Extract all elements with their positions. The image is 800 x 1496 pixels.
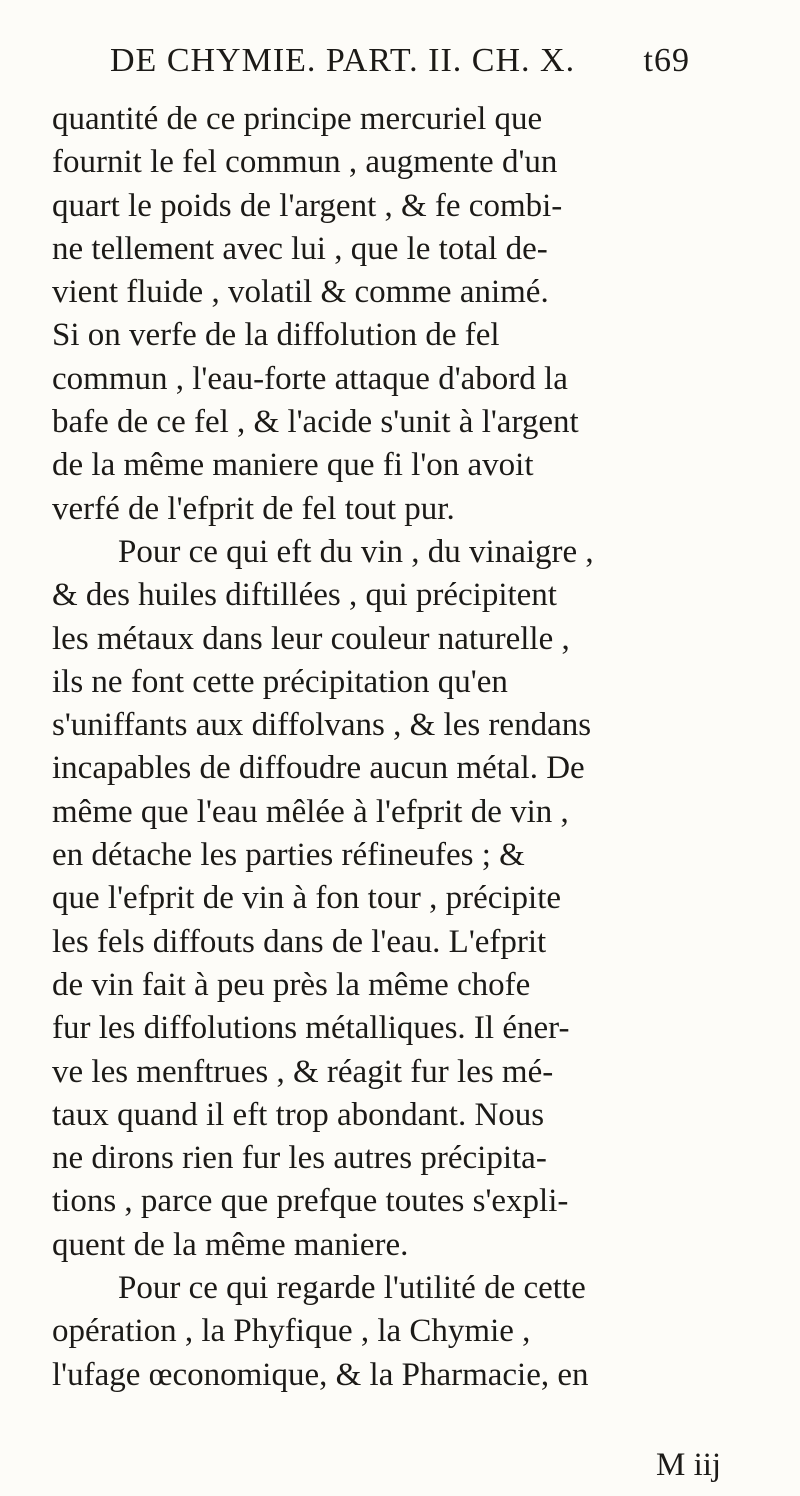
- text-line: quent de la même maniere.: [52, 1226, 409, 1263]
- text-line: tions , parce que prefque toutes s'expli-: [52, 1183, 569, 1220]
- body-text: [52, 98, 782, 1397]
- text-line: ve les menftrues , & réagit fur les mé-: [52, 1053, 554, 1090]
- text-line: de vin fait à peu près la même chofe: [52, 966, 531, 1003]
- text-line: de la même maniere que fi l'on avoit: [52, 447, 534, 484]
- text-line: ils ne font cette précipitation qu'en: [52, 663, 508, 700]
- text-line: les fels diffouts dans de l'eau. L'efprit: [52, 923, 547, 960]
- text-line: & des huiles diftillées , qui précipitent: [52, 577, 557, 614]
- text-line: fournit le fel commun , augmente d'un: [52, 144, 558, 181]
- signature-mark: M iij: [656, 1447, 722, 1483]
- text-line: même que l'eau mêlée à l'efprit de vin ,: [52, 793, 569, 830]
- text-line: vient fluide , volatil & comme animé.: [52, 274, 549, 311]
- text-line: quart le poids de l'argent , & fe combi-: [52, 187, 563, 224]
- text-line: ne tellement avec lui , que le total de-: [52, 230, 548, 267]
- text-line: que l'efprit de vin à fon tour , précipite: [52, 880, 562, 917]
- running-head: [110, 42, 690, 92]
- text-line: ne dirons rien fur les autres précipita-: [52, 1140, 547, 1177]
- text-line: taux quand il eft trop abondant. Nous: [52, 1096, 545, 1133]
- text-line: commun , l'eau-forte attaque d'abord la: [52, 360, 568, 397]
- text-line: fur les diffolutions métalliques. Il éner-: [52, 1010, 570, 1047]
- running-head-title: DE CHYMIE. PART. II. CH. X.: [110, 42, 576, 79]
- text-line: bafe de ce fel , & l'acide s'unit à l'argent: [52, 404, 579, 441]
- text-line: les métaux dans leur couleur naturelle ,: [52, 620, 570, 657]
- paragraph-start-line: Pour ce qui regarde l'utilité de cette: [118, 1270, 586, 1307]
- text-line: s'uniffants aux diffolvans , & les rendans: [52, 707, 592, 744]
- text-line: incapables de diffoudre aucun métal. De: [52, 750, 585, 787]
- text-line: l'ufage œconomique, & la Pharmacie, en: [52, 1356, 589, 1393]
- page-number: t69: [643, 42, 690, 79]
- text-line: quantité de ce principe mercuriel que: [52, 101, 543, 137]
- text-line: en détache les parties réfineufes ; &: [52, 837, 525, 874]
- text-line: Si on verfe de la diffolution de fel: [52, 317, 500, 354]
- paragraph-start-line: Pour ce qui eft du vin , du vinaigre ,: [118, 533, 594, 570]
- text-line: opération , la Phyfique , la Chymie ,: [52, 1313, 531, 1350]
- text-line: verfé de l'efprit de fel tout pur.: [52, 490, 455, 527]
